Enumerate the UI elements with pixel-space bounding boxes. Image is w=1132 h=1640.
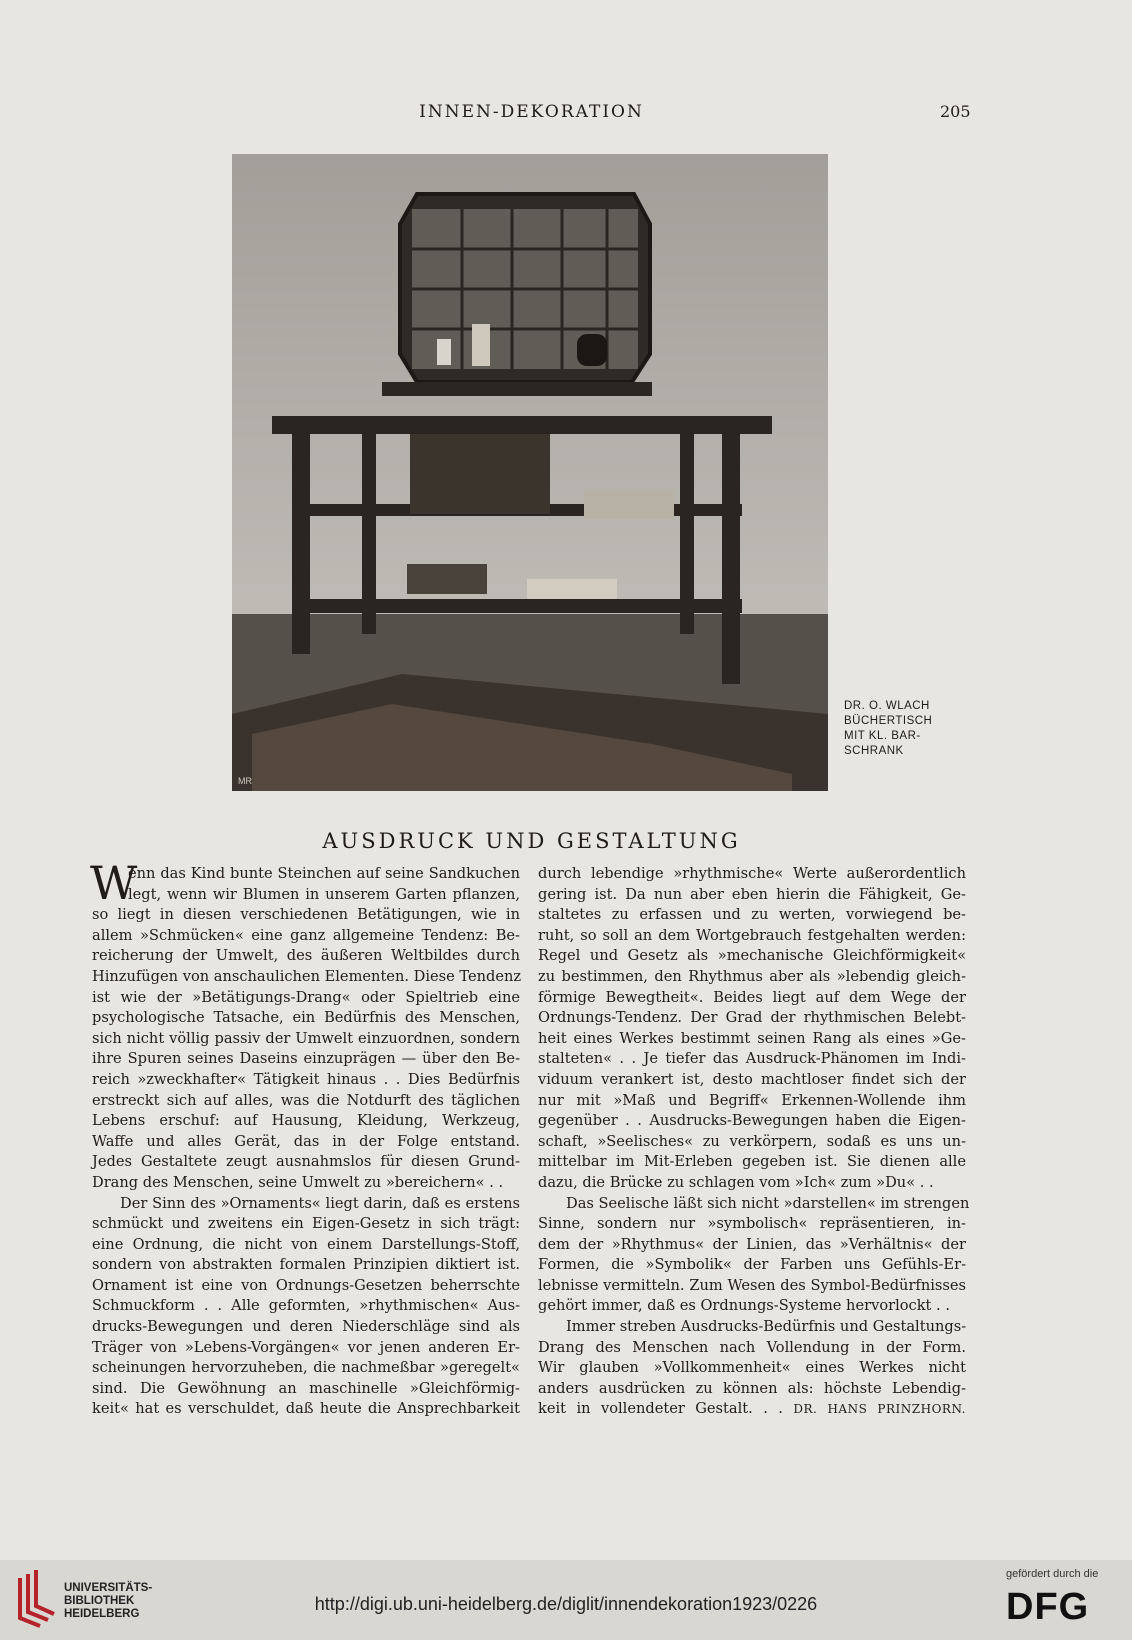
text-line: Das Seelische läßt sich nicht »darstellen« im strengen	[566, 1194, 970, 1212]
text-line: Schmuckform . . Alle geformten, »rhythmischen« Aus-	[92, 1297, 520, 1315]
text-line: keit« hat es verschuldet, daß heute die Ansprechbarkeit	[92, 1400, 520, 1418]
text-line: viduum verankert ist, desto machtloser findet sich der	[538, 1070, 966, 1088]
furniture-photograph	[232, 154, 828, 791]
right-column	[538, 864, 970, 1420]
text-line: schmückt und zweitens ein Eigen-Gesetz in sich trägt:	[92, 1215, 520, 1233]
text-line: durch lebendige »rhythmische« Werte außerordentlich	[538, 865, 966, 882]
text-line: Immer streben Ausdrucks-Bedürfnis und Gestaltungs-	[566, 1318, 967, 1336]
text-line: mittelbar im Mit-Erleben gegeben ist. Sie dienen alle	[538, 1153, 966, 1171]
text-line: psychologische Tatsache, ein Bedürfnis des Menschen,	[92, 1009, 520, 1027]
text-line: sich nicht völlig passiv der Umwelt einzuordnen, sondern	[92, 1029, 520, 1047]
text-line: allem »Schmücken« eine ganz allgemeine Tendenz: Be-	[92, 926, 520, 944]
text-line: stalteten« . . Je tiefer das Ausdruck-Phänomen im Indi-	[538, 1050, 966, 1068]
text-line: förmige Bewegtheit«. Beides liegt auf dem Wege der	[538, 988, 966, 1006]
text-line: zu bestimmen, den Rhythmus aber als »lebendig gleich-	[538, 967, 966, 985]
caption-line: DR. O. WLACH	[844, 700, 930, 712]
library-name-line: UNIVERSITÄTS-	[64, 1582, 153, 1594]
text-line: dem der »Rhythmus« der Linien, das »Verhältnis« der	[538, 1235, 966, 1253]
text-line: dazu, die Brücke zu schlagen vom »Ich« zum »Du« . .	[538, 1173, 934, 1191]
caption-line: BÜCHERTISCH	[844, 715, 933, 727]
text-line-final: keit in vollendeter Gestalt. . .	[538, 1400, 783, 1418]
text-line: Jedes Gestaltete zeugt ausnahmslos für diesen Grund-	[92, 1153, 520, 1171]
text-line: Ornament ist eine von Ordnungs-Gesetzen beherrschte	[92, 1276, 520, 1294]
text-line: anders ausdrücken zu können als: höchste Lebendig-	[538, 1379, 966, 1397]
text-line: lebnisse vermitteln. Zum Wesen des Symbol-Bedürfnisses	[538, 1276, 966, 1294]
text-line: nur mit »Maß und Begriff« Erkennen-Wollende ihm	[538, 1091, 966, 1109]
text-line: schaft, »Seelisches« zu verkörpern, sodaß es uns un-	[538, 1132, 966, 1150]
page-number: 205	[940, 102, 971, 121]
text-line: Drang des Menschen nach Vollendung in der Form.	[538, 1338, 966, 1356]
text-line: ruht, so soll an dem Wortgebrauch festgehalten werden:	[538, 926, 966, 944]
running-title: INNEN-DEKORATION	[419, 102, 644, 122]
funding-label: gefördert durch die	[1006, 1568, 1099, 1580]
article-title: AUSDRUCK UND GESTALTUNG	[322, 829, 741, 853]
text-line: Der Sinn des »Ornaments« liegt darin, daß es erstens	[120, 1194, 520, 1212]
text-line: Ordnungs-Tendenz. Der Grad der rhythmischen Belebt-	[538, 1009, 966, 1027]
text-line	[538, 1399, 966, 1420]
text-line: Lebens erschuf: auf Hausung, Kleidung, Werkzeug,	[92, 1112, 520, 1130]
text-line: ihre Spuren seines Daseins einzuprägen — über den Be-	[92, 1050, 520, 1068]
text-line: Hinzufügen von anschaulichen Elementen. Diese Tendenz	[92, 967, 522, 985]
left-column	[90, 856, 522, 1420]
photo-signature: MR	[238, 776, 252, 786]
text-line: eine Ordnung, die nicht von einem Darstellungs-Stoff,	[92, 1235, 520, 1253]
library-name-line: HEIDELBERG	[64, 1608, 140, 1620]
text-line: erstreckt sich auf alles, was die Notdurft des täglichen	[92, 1091, 520, 1109]
source-url[interactable]: http://digi.ub.uni-heidelberg.de/diglit/innendekoration1923/0226	[314, 1594, 818, 1614]
text-line: legt, wenn wir Blumen in unserem Garten pflanzen,	[128, 885, 520, 903]
caption-line: SCHRANK	[844, 745, 904, 757]
bar-cabinet	[382, 194, 652, 396]
text-line: reicherung der Umwelt, des äußeren Weltbildes durch	[92, 947, 520, 965]
text-line: heit eines Werkes bestimmt seinen Rang als eines »Ge-	[538, 1029, 966, 1047]
text-line: scheinungen hervorzuheben, die nachmeßbar »geregelt«	[92, 1359, 520, 1377]
text-line: so liegt in diesen verschiedenen Betätigungen, wie in	[92, 906, 520, 924]
dfg-logo: DFG	[1006, 1586, 1090, 1628]
author-name: DR. HANS PRINZHORN.	[793, 1402, 966, 1417]
text-line: reich »zweckhafter« Tätigkeit hinaus . . Dies Bedürfnis	[92, 1070, 520, 1088]
text-line: drucks-Bewegungen und deren Niederschläge sind als	[92, 1318, 520, 1336]
text-line: ist wie der »Betätigungs-Drang« oder Spieltrieb eine	[92, 988, 520, 1006]
text-line: gegenüber . . Ausdrucks-Bewegungen haben die Eigen-	[538, 1112, 966, 1130]
text-line: Wir glauben »Vollkommenheit« eines Werkes nicht	[538, 1359, 966, 1377]
text-line: staltetes zu erfassen und zu werten, vorwiegend be-	[538, 906, 966, 924]
text-line: Drang des Menschen, seine Umwelt zu »bereichern« . .	[92, 1173, 504, 1191]
text-line: sind. Die Gewöhnung an maschinelle »Gleichförmig-	[92, 1379, 520, 1397]
text-line: Waffe und alles Gerät, das in der Folge entstand.	[92, 1132, 520, 1150]
text-line: Sinne, sondern nur »symbolisch« repräsentieren, in-	[538, 1215, 966, 1233]
figure-caption	[844, 699, 932, 759]
text-line: Träger von »Lebens-Vorgängen« vor jenen anderen Er-	[92, 1338, 520, 1356]
text-line: Regel und Gesetz als »mechanische Gleichförmigkeit«	[538, 947, 966, 965]
text-line: sondern von abstrakten formalen Prinzipien diktiert ist.	[92, 1256, 520, 1274]
text-line: enn das Kind bunte Steinchen auf seine Sandkuchen	[128, 865, 520, 882]
text-line: gehört immer, daß es Ordnungs-Systeme hervorlockt . .	[538, 1297, 950, 1315]
library-name-line: BIBLIOTHEK	[64, 1595, 135, 1607]
drop-initial: W	[90, 856, 138, 910]
text-line: Formen, die »Symbolik« der Farben uns Gefühls-Er-	[538, 1256, 966, 1274]
text-line: gering ist. Da nun aber eben hierin die Fähigkeit, Ge-	[538, 885, 966, 903]
caption-line: MIT KL. BAR-	[844, 730, 921, 742]
